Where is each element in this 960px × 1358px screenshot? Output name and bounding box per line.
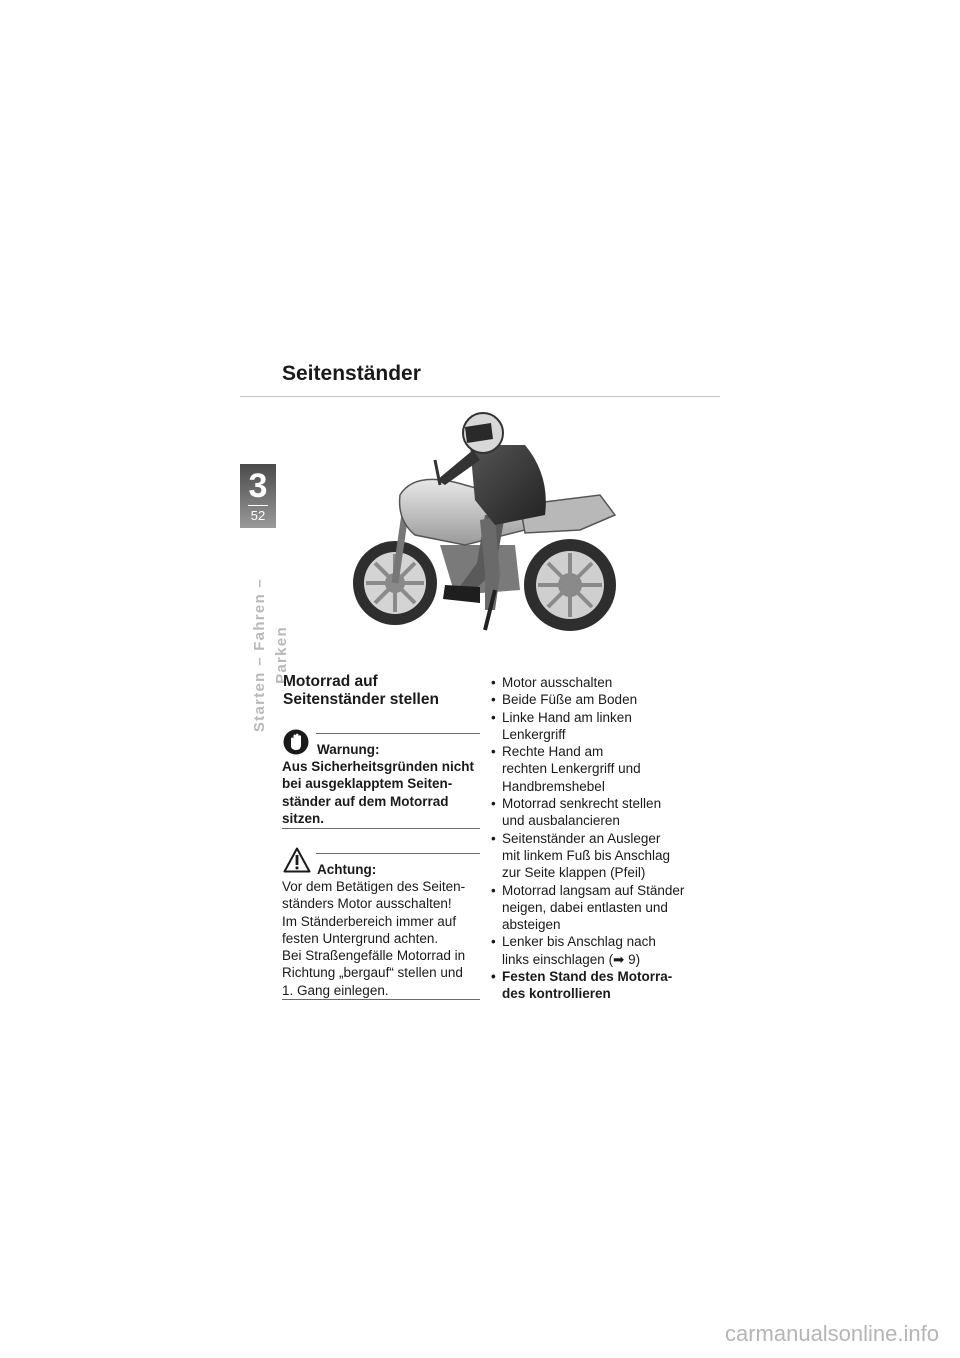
caution-text: Vor dem Betätigen des Seiten- ständers Motor ausschalten! Im Ständerbereich immer auf festen Untergrund achten. Bei Straßengefälle Motorrad in Richtung „bergauf“ stellen und 1. Gang einlegen.: [282, 879, 466, 998]
chapter-number: 3: [248, 467, 268, 505]
title-divider: [240, 396, 720, 397]
warning-label: Warnung:: [317, 742, 380, 757]
caution-top-rule: [316, 853, 480, 854]
section-heading: Motorrad auf Seitenständer stellen: [283, 673, 439, 708]
list-item: • Lenker bis Anschlag nach links einschlagen (➡ 9): [491, 933, 701, 968]
chapter-divider: [248, 505, 268, 506]
list-item: • Seitenständer an Ausleger mit linkem Fuß bis Anschlag zur Seite klappen (Pfeil): [491, 830, 701, 882]
caution-bottom-rule: [282, 999, 480, 1000]
warning-bottom-rule: [282, 828, 480, 829]
exclamation-triangle-icon: [283, 847, 311, 873]
caution-label: Achtung:: [317, 862, 377, 877]
list-item: • Beide Füße am Boden: [491, 691, 701, 708]
steps-list: [491, 674, 701, 1003]
list-item: • Motorrad langsam auf Ständer neigen, dabei entlasten und absteigen: [491, 882, 701, 934]
list-item: • Festen Stand des Motorra- des kontrollieren: [491, 968, 701, 1003]
list-item: • Linke Hand am linken Lenkergriff: [491, 709, 701, 744]
page-title: Seitenständer: [282, 362, 421, 385]
chapter-side-label: Starten – Fahren – Parken: [251, 577, 290, 733]
list-item: • Motorrad senkrecht stellen und ausbalancieren: [491, 795, 701, 830]
warning-text: Aus Sicherheitsgründen nicht bei ausgeklapptem Seiten- ständer auf dem Motorrad sitzen.: [282, 759, 475, 826]
motorcycle-rider-illustration: [345, 405, 645, 645]
watermark: carmanualsonline.info: [724, 1321, 939, 1346]
list-item: • Rechte Hand am rechten Lenkergriff und Handbremshebel: [491, 743, 701, 795]
page-number: 52: [250, 508, 266, 523]
hand-stop-icon: [283, 729, 309, 755]
list-item: • Motor ausschalten: [491, 674, 701, 691]
warning-top-rule: [316, 733, 480, 734]
